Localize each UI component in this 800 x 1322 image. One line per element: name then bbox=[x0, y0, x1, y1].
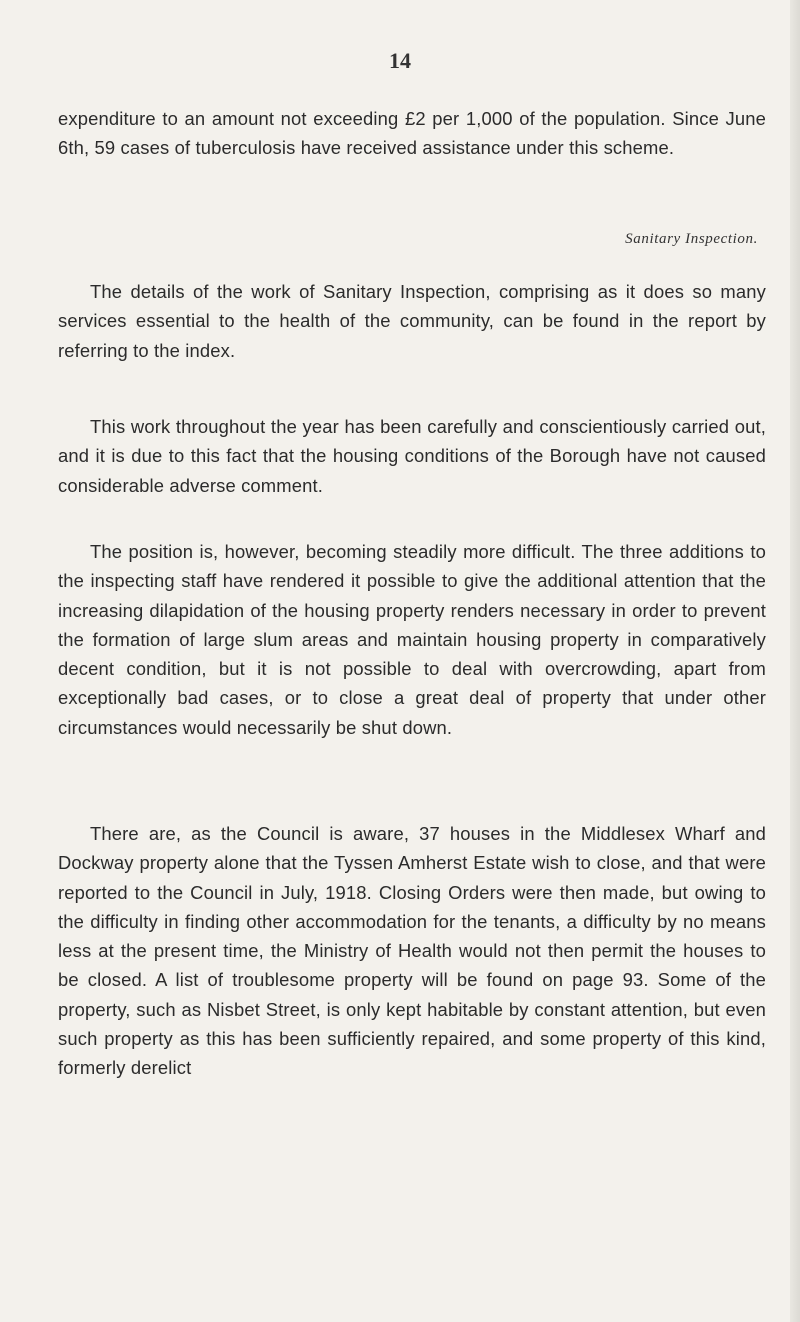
paragraph-tuberculosis-expenditure: expenditure to an amount not exceeding £2 per 1,000 of the population. Since June 6th, 59 cases of tuberculosis have received assistance under this scheme. bbox=[58, 108, 766, 159]
paragraph-work-carried-out: This work throughout the year has been carefully and conscientiously carried out, and it is due to this fact that the housing conditions of the Borough have not caused considerable adverse comment. bbox=[58, 416, 766, 496]
section-heading-sanitary-inspection: Sanitary Inspection. bbox=[625, 231, 758, 247]
page-number: 14 bbox=[389, 48, 411, 73]
paragraph-sanitary-details: The details of the work of Sanitary Inspection, comprising as it does so many services essential to the health of the community, can be found in the report by referring to the index. bbox=[58, 281, 766, 361]
paragraph-position-difficult: The position is, however, becoming steadily more difficult. The three additions to the inspecting staff have rendered it possible to give the additional attention that the increasing dilapidation of the housing property renders necessary in order to prevent the formation of large slum areas and maintain housing property in comparatively decent condition, but it is not possible to deal with overcrowding, apart from exceptionally bad cases, or to close a great deal of property that under other circumstances would necessarily be shut down. bbox=[58, 541, 766, 738]
page-edge bbox=[790, 0, 800, 1322]
paragraph-middlesex-wharf: There are, as the Council is aware, 37 houses in the Middlesex Wharf and Dockway property alone that the Tyssen Amherst Estate wish to close, and that were reported to the Council in July, 1918. Closing Orders were then made, but owing to the difficulty in finding other accommodation for the tenants, a difficulty by no means less at the present time, the Ministry of Health would not then permit the houses to be closed. A list of troublesome property will be found on page 93. Some of the property, such as Nisbet Street, is only kept habitable by constant attention, but even such property as this has been sufficiently repaired, and some property of this kind, formerly derelict bbox=[58, 823, 766, 1079]
